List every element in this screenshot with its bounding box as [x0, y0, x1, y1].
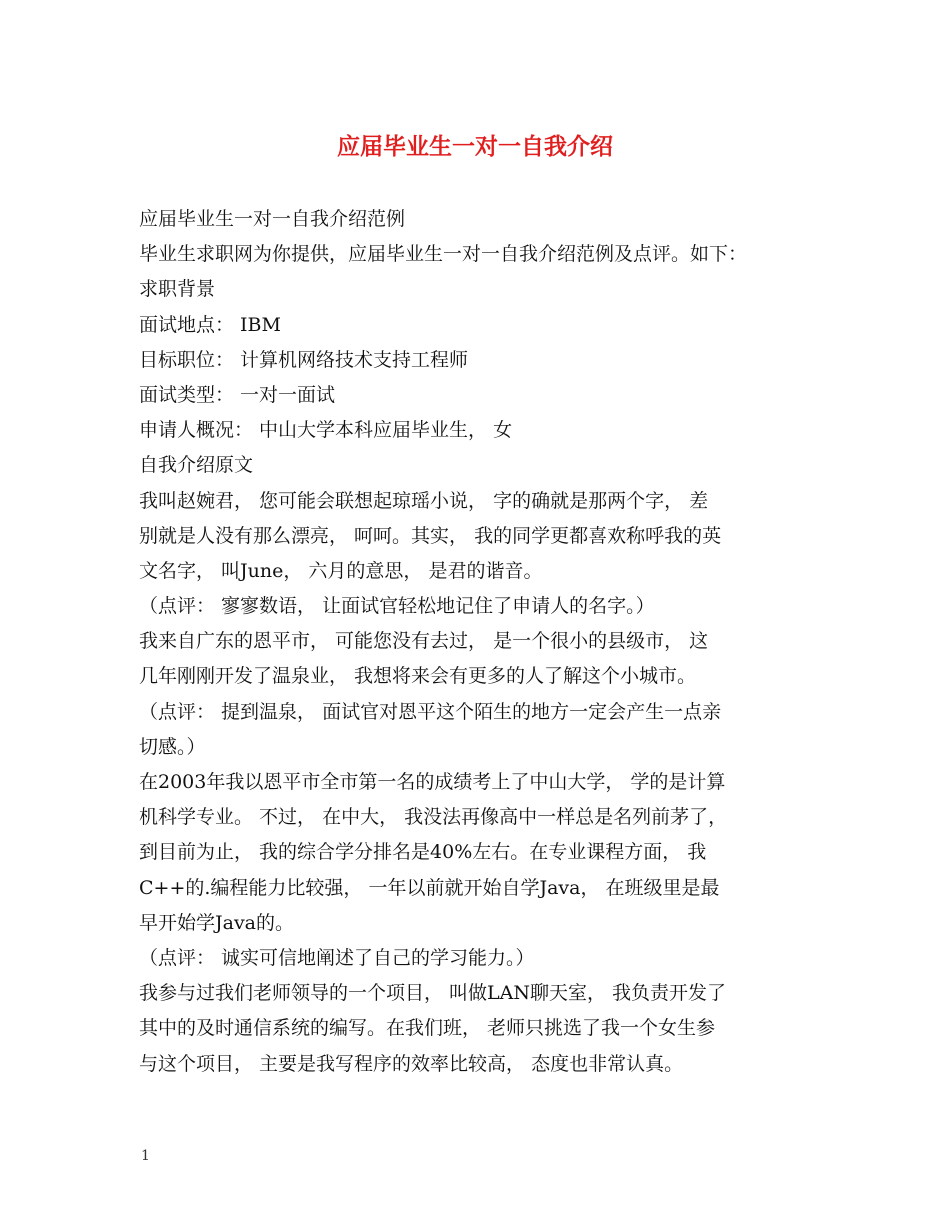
page-title: 应届毕业生一对一自我介绍: [337, 134, 613, 160]
text-line: 求职背景: [139, 278, 216, 301]
page-number: 1: [141, 1148, 150, 1164]
text-line: 到目前为止， 我的综合学分排名是40%左右。在专业课程方面， 我: [139, 841, 707, 864]
text-line: 切感。）: [139, 735, 206, 758]
text-line: C++的.编程能力比较强， 一年以前就开始自学Java， 在班级里是最: [139, 876, 720, 899]
text-line: 其中的及时通信系统的编写。在我们班， 老师只挑选了我一个女生参: [139, 1017, 716, 1040]
text-line: 我来自广东的恩平市， 可能您没有去过， 是一个很小的县级市， 这: [139, 630, 709, 653]
text-line: 机科学专业。 不过， 在中大， 我没法再像高中一样总是名列前茅了，: [139, 806, 728, 829]
text-line: 早开始学Java的。: [139, 911, 295, 934]
text-line: 应届毕业生一对一自我介绍范例: [139, 208, 406, 230]
text-line: 与这个项目， 主要是我写程序的效率比较高， 态度也非常认真。: [139, 1052, 684, 1075]
text-line: 在2003年我以恩平市全市第一名的成绩考上了中山大学， 学的是计算: [139, 771, 726, 793]
text-line: 文名字， 叫June， 六月的意思， 是君的谐音。: [139, 559, 543, 582]
text-line: 毕业生求职网为你提供，应届毕业生一对一自我介绍范例及点评。如下：: [139, 243, 748, 266]
text-line: （点评： 诚实可信地阐述了自己的学习能力。）: [139, 946, 535, 969]
text-line: 几年刚刚开发了温泉业， 我想将来会有更多的人了解这个小城市。: [139, 665, 697, 688]
text-line: 面试类型： 一对一面试: [139, 383, 336, 406]
text-line: 申请人概况： 中山大学本科应届毕业生， 女: [139, 419, 513, 442]
text-line: 面试地点： IBM: [139, 313, 281, 336]
text-line: 目标职位： 计算机网络技术支持工程师: [139, 348, 469, 371]
text-line: （点评： 寥寥数语， 让面试官轻松地记住了申请人的名字。）: [139, 595, 655, 618]
text-line: 我叫赵婉君， 您可能会联想起琼瑶小说， 字的确就是那两个字， 差: [139, 489, 709, 512]
text-line: 自我介绍原文: [139, 454, 254, 477]
text-line: （点评： 提到温泉， 面试官对恩平这个陌生的地方一定会产生一点亲: [139, 700, 722, 723]
text-line: 别就是人没有那么漂亮， 呵呵。其实， 我的同学更都喜欢称呼我的英: [139, 524, 722, 547]
document-body: [139, 202, 829, 1082]
text-line: 我参与过我们老师领导的一个项目， 叫做LAN聊天室， 我负责开发了: [139, 982, 727, 1005]
